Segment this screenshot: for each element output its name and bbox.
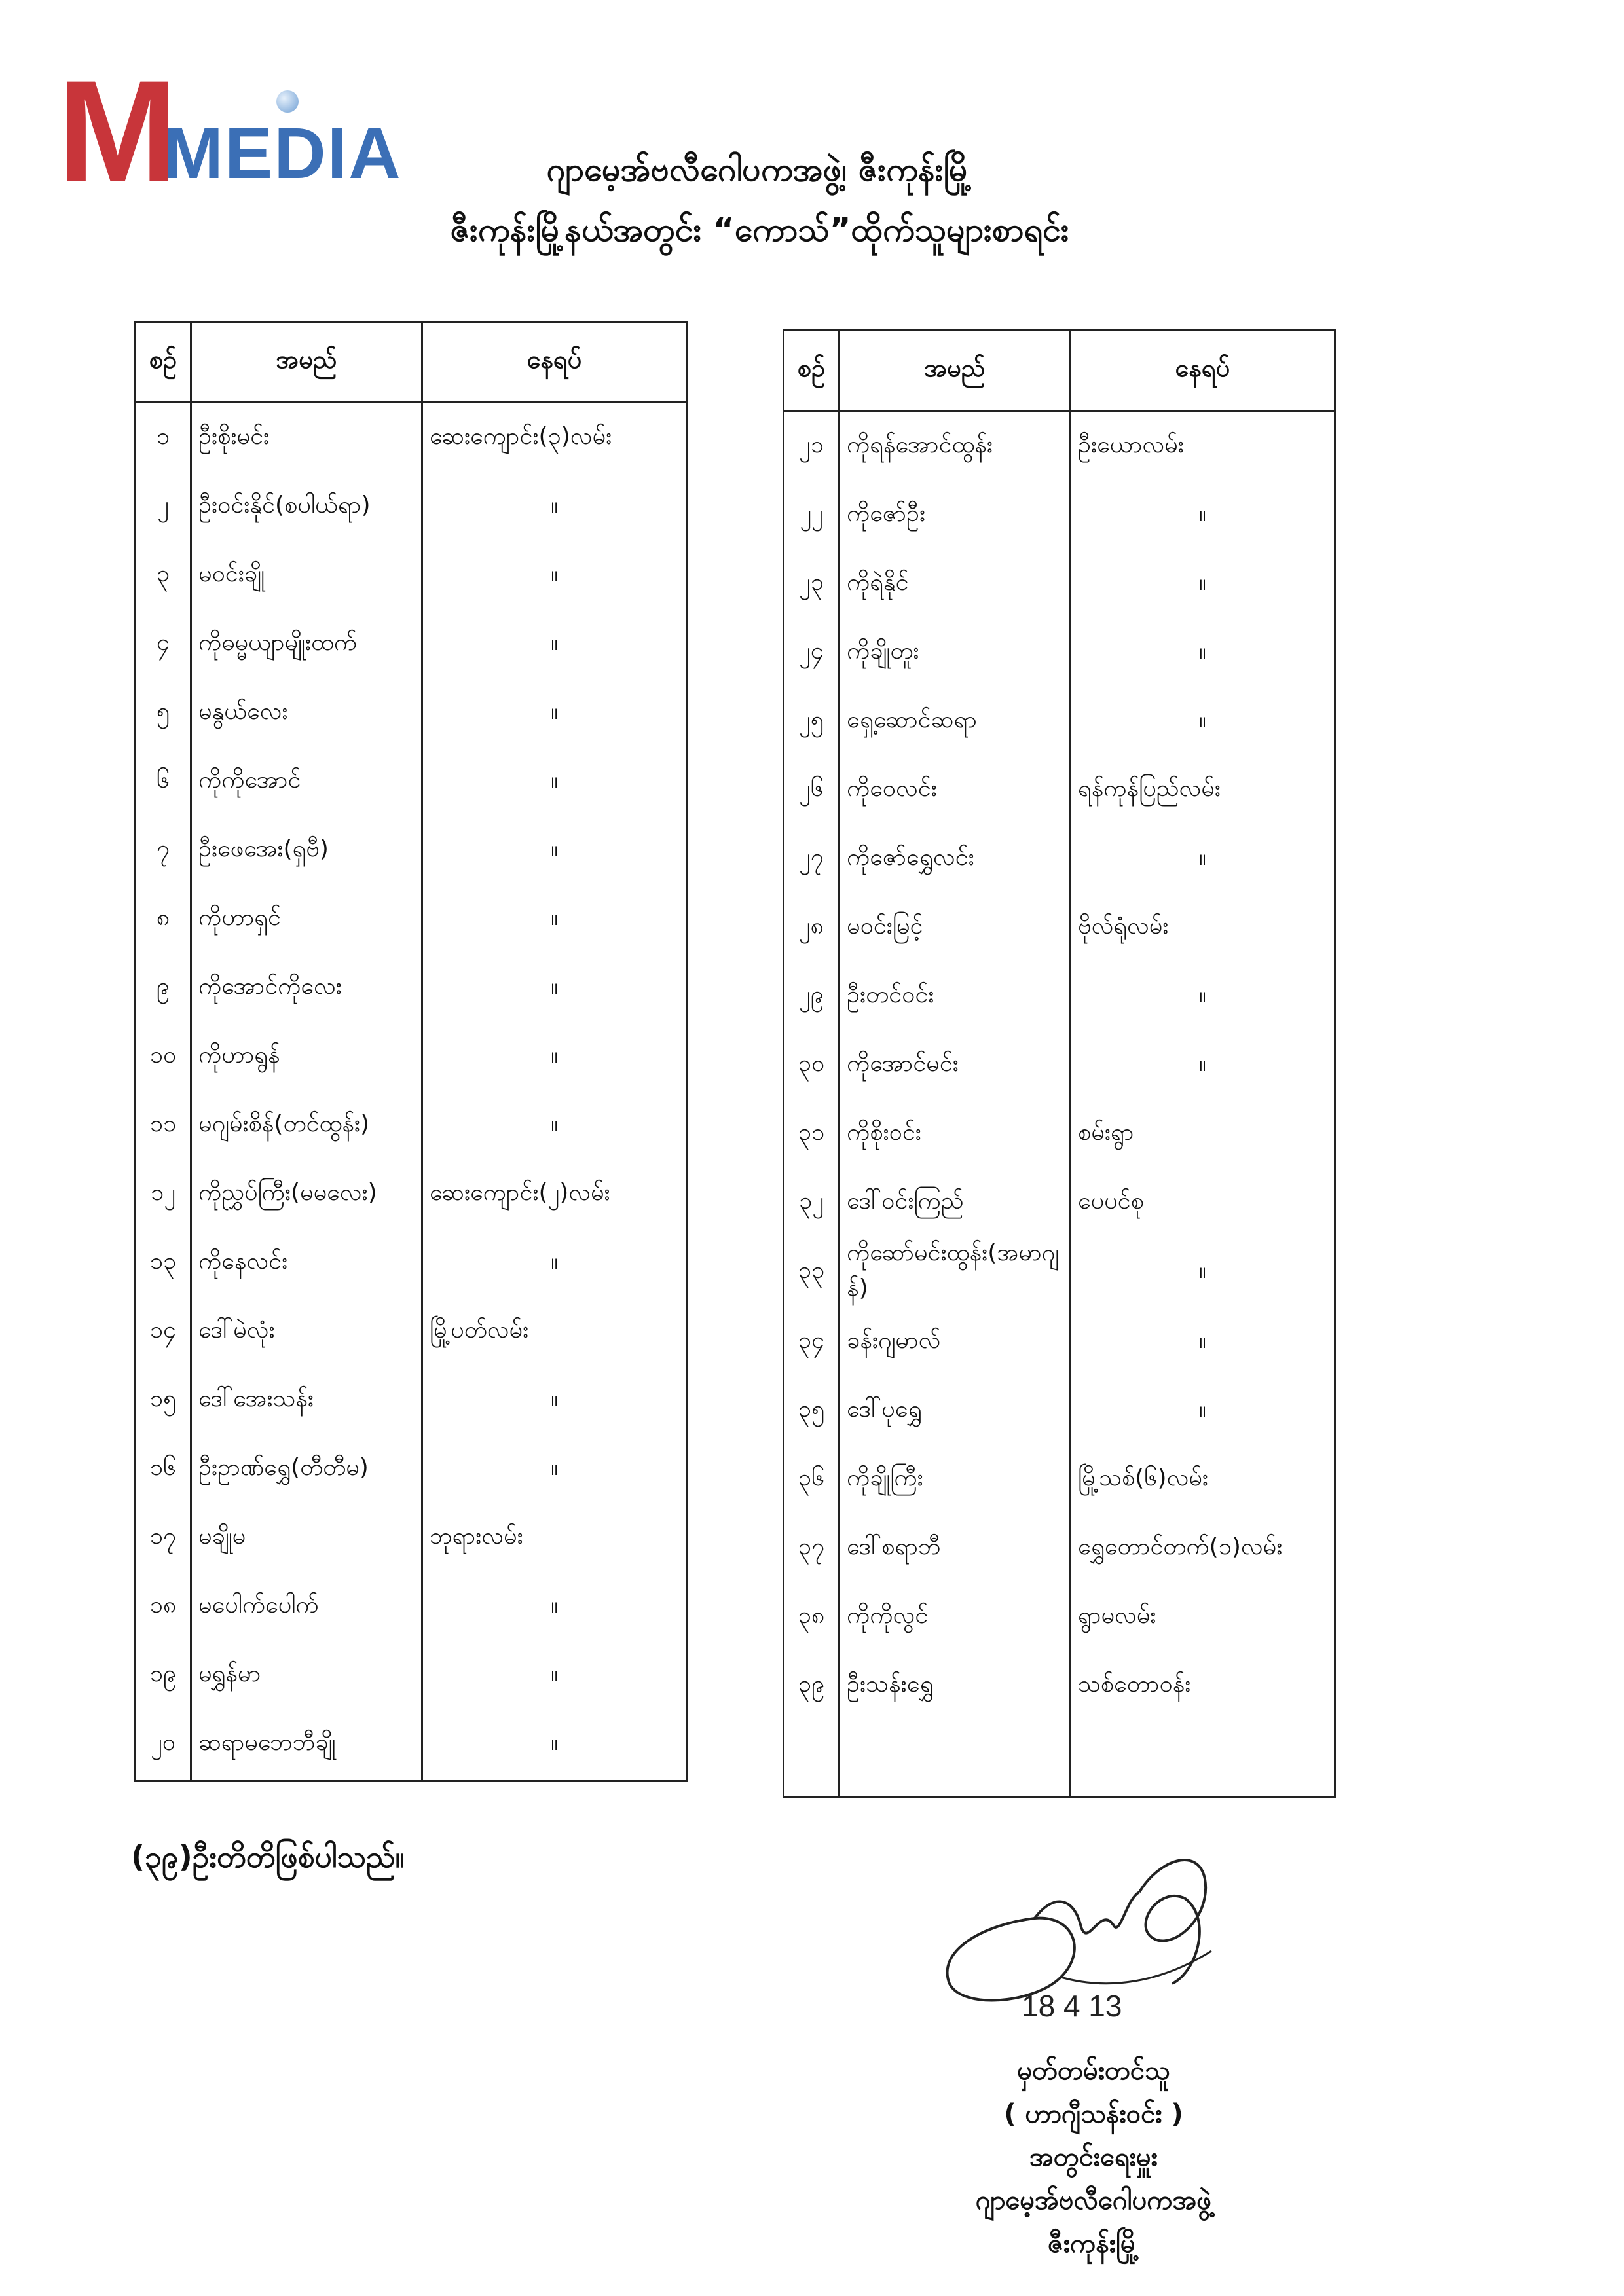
row-place: ။ xyxy=(422,816,687,884)
row-place: ။ xyxy=(422,1366,687,1434)
handwritten-signature xyxy=(923,1820,1238,2030)
table-row xyxy=(136,541,687,610)
row-place: ။ xyxy=(422,1022,687,1091)
row-number: ၁၇ xyxy=(136,1503,191,1572)
row-number: ၃၂ xyxy=(784,1168,840,1237)
table-row xyxy=(136,1503,687,1572)
row-place: ။ xyxy=(1071,1376,1335,1445)
row-place: ။ xyxy=(422,1572,687,1641)
row-place: ။ xyxy=(1071,618,1335,687)
row-number: ၂၂ xyxy=(784,481,840,549)
row-number: ၁၉ xyxy=(136,1641,191,1709)
row-number: ၂၈ xyxy=(784,893,840,962)
document-title-line1: ဂျာမေ့အ်ဗလီဂေါပကအဖွဲ့၊ ဇီးကုန်းမြို့ xyxy=(546,151,973,189)
table-filler-row xyxy=(784,1720,1335,1798)
row-number: ၁၅ xyxy=(136,1366,191,1434)
empty-cell xyxy=(1071,1720,1335,1798)
table-row xyxy=(784,893,1335,962)
row-place: ။ xyxy=(422,472,687,541)
row-number: ၃ xyxy=(136,541,191,610)
row-number: ၁၀ xyxy=(136,1022,191,1091)
table-row xyxy=(136,816,687,884)
total-count-text: (၃၉)ဦးတိတိဖြစ်ပါသည်။ xyxy=(131,1839,405,1874)
table-row xyxy=(784,687,1335,756)
table-row xyxy=(136,1434,687,1503)
table-row xyxy=(784,481,1335,549)
row-place: ။ xyxy=(1071,1307,1335,1376)
logo-wordmark: MEDIA xyxy=(163,113,402,194)
logo-letter-m: M xyxy=(58,50,178,211)
row-name: ဦးဝင်းနိုင်(စပါယ်ရာ) xyxy=(191,472,422,541)
signature-date: 18 4 13 xyxy=(1022,1989,1122,2023)
row-name: မဝင်းချို xyxy=(191,541,422,610)
row-name: ကိုရဲနိုင် xyxy=(840,549,1071,618)
empty-cell xyxy=(136,1778,191,1781)
header-name: အမည် xyxy=(191,322,422,403)
row-name: မဝင်းမြင့် xyxy=(840,893,1071,962)
row-place: ။ xyxy=(422,1091,687,1159)
table-row xyxy=(784,411,1335,481)
signatory-block xyxy=(851,2049,1336,2265)
table-header-row xyxy=(784,331,1335,411)
table-row xyxy=(784,618,1335,687)
table-row xyxy=(136,1228,687,1297)
row-number: ၃၈ xyxy=(784,1582,840,1651)
header-no: စဉ် xyxy=(136,322,191,403)
table-row xyxy=(784,1651,1335,1720)
empty-cell xyxy=(191,1778,422,1781)
table-row xyxy=(136,1022,687,1091)
row-place: ။ xyxy=(1071,962,1335,1030)
row-number: ၃၃ xyxy=(784,1237,840,1307)
roster-table-left xyxy=(134,321,688,1782)
row-place: သစ်တောဝန်း xyxy=(1071,1651,1335,1720)
row-place: ။ xyxy=(422,1709,687,1778)
table-row xyxy=(784,1445,1335,1514)
row-place: ။ xyxy=(422,541,687,610)
header-place: နေရပ် xyxy=(422,322,687,403)
row-place: ဦးယောလမ်း xyxy=(1071,411,1335,481)
table-row xyxy=(136,747,687,816)
row-name: မပေါက်ပေါက် xyxy=(191,1572,422,1641)
table-row xyxy=(784,1030,1335,1099)
row-name: မဂျမ်းစိန်(တင်ထွန်း) xyxy=(191,1091,422,1159)
row-name: ဒေါ်အေးသန်း xyxy=(191,1366,422,1434)
table-header-row xyxy=(136,322,687,403)
table-row xyxy=(784,1099,1335,1168)
row-place: ပေပင်စု xyxy=(1071,1168,1335,1237)
row-name: ကိုဝေလင်း xyxy=(840,756,1071,824)
table-row xyxy=(784,824,1335,893)
table-row xyxy=(136,1091,687,1159)
row-name: ကိုချိုတူး xyxy=(840,618,1071,687)
row-name: ဒေါ်ပုရွှေ xyxy=(840,1376,1071,1445)
row-number: ၂၄ xyxy=(784,618,840,687)
row-place: ။ xyxy=(422,678,687,747)
logo-globe-icon xyxy=(276,90,299,113)
row-name: ဦးတင်ဝင်း xyxy=(840,962,1071,1030)
header-no: စဉ် xyxy=(784,331,840,411)
table-row xyxy=(136,1572,687,1641)
row-place: ။ xyxy=(422,884,687,953)
row-name: ရှေ့ဆောင်ဆရာ xyxy=(840,687,1071,756)
row-number: ၃၇ xyxy=(784,1514,840,1582)
row-place: မြို့သစ်(၆)လမ်း xyxy=(1071,1445,1335,1514)
row-number: ၁၂ xyxy=(136,1159,191,1228)
document-title-line2: ဇီးကုန်းမြို့နယ်အတွင်း “ကောသ်”ထိုက်သူများစာရင်း xyxy=(450,211,1069,249)
row-place: ။ xyxy=(1071,481,1335,549)
row-place: ဘုရားလမ်း xyxy=(422,1503,687,1572)
table-row xyxy=(136,610,687,678)
row-place: ။ xyxy=(422,1228,687,1297)
row-name: ကိုဟာရှင် xyxy=(191,884,422,953)
signatory-town: ဇီးကုန်းမြို့ xyxy=(1048,2229,1139,2259)
row-number: ၃၅ xyxy=(784,1376,840,1445)
row-name: ဦးဥာဏ်ရွှေ(တီတီမ) xyxy=(191,1434,422,1503)
table-row xyxy=(784,1168,1335,1237)
row-name: ဦးစိုးမင်း xyxy=(191,403,422,473)
row-place: ။ xyxy=(1071,1237,1335,1307)
header-name: အမည် xyxy=(840,331,1071,411)
row-name: မချိုမ xyxy=(191,1503,422,1572)
row-number: ၉ xyxy=(136,953,191,1022)
table-row xyxy=(136,678,687,747)
row-place: မြို့ပတ်လမ်း xyxy=(422,1297,687,1366)
row-name: ဒေါ်စရာဘီ xyxy=(840,1514,1071,1582)
row-number: ၂ xyxy=(136,472,191,541)
row-name: ကိုစိုးဝင်း xyxy=(840,1099,1071,1168)
row-name: ဦးဖေအေး(ရှဗီ) xyxy=(191,816,422,884)
table-row xyxy=(136,953,687,1022)
row-name: ခန်းဂျမာလ် xyxy=(840,1307,1071,1376)
table-row xyxy=(136,1297,687,1366)
row-place: ။ xyxy=(422,1641,687,1709)
row-number: ၂၁ xyxy=(784,411,840,481)
row-number: ၅ xyxy=(136,678,191,747)
row-name: ကိုဆော်မင်းထွန်း(အမာဂျန်) xyxy=(840,1237,1071,1307)
table-row xyxy=(136,1709,687,1778)
row-place: ရွာမလမ်း xyxy=(1071,1582,1335,1651)
table-row xyxy=(784,1514,1335,1582)
row-number: ၁၁ xyxy=(136,1091,191,1159)
table-filler-row xyxy=(136,1778,687,1781)
row-name: မနွယ်လေး xyxy=(191,678,422,747)
row-number: ၂၆ xyxy=(784,756,840,824)
row-name: ကိုညွှပ်ကြီး(မမလေး) xyxy=(191,1159,422,1228)
row-number: ၆ xyxy=(136,747,191,816)
row-place: ။ xyxy=(422,610,687,678)
row-place: ။ xyxy=(422,747,687,816)
row-name: ကိုရန်အောင်ထွန်း xyxy=(840,411,1071,481)
row-place: ရန်ကုန်ပြည်လမ်း xyxy=(1071,756,1335,824)
roster-table-right xyxy=(783,329,1336,1798)
row-name: ကိုကိုအောင် xyxy=(191,747,422,816)
row-name: ဒေါ်မဲလုံး xyxy=(191,1297,422,1366)
row-number: ၂၇ xyxy=(784,824,840,893)
table-row xyxy=(784,1237,1335,1307)
empty-cell xyxy=(840,1720,1071,1798)
row-place: ဗိုလ်ရုံလမ်း xyxy=(1071,893,1335,962)
table-row xyxy=(784,962,1335,1030)
row-place: ။ xyxy=(1071,549,1335,618)
table-row xyxy=(136,1366,687,1434)
row-number: ၁၈ xyxy=(136,1572,191,1641)
row-number: ၈ xyxy=(136,884,191,953)
table-row xyxy=(784,1376,1335,1445)
row-number: ၇ xyxy=(136,816,191,884)
row-name: ကိုကိုလွင် xyxy=(840,1582,1071,1651)
row-name: ဆရာမဘေဘီချို xyxy=(191,1709,422,1778)
row-place: ။ xyxy=(1071,824,1335,893)
row-number: ၃၁ xyxy=(784,1099,840,1168)
row-name: ဦးသန်းရွှေ xyxy=(840,1651,1071,1720)
signatory-title: အတွင်းရေးမှူး xyxy=(1029,2142,1158,2172)
row-name: ကိုဓမ္မယျာမျိုးထက် xyxy=(191,610,422,678)
row-number: ၁၆ xyxy=(136,1434,191,1503)
roster-body-left xyxy=(136,403,687,1781)
signatory-name: ( ဟာဂျီသန်းဝင်း ) xyxy=(1004,2099,1183,2129)
table-row xyxy=(784,1582,1335,1651)
row-number: ၁ xyxy=(136,403,191,473)
row-place: ။ xyxy=(422,1434,687,1503)
table-row xyxy=(784,1307,1335,1376)
row-name: ကိုချိုကြီး xyxy=(840,1445,1071,1514)
signatory-organization: ဂျာမေ့အ်ဗလီဂေါပကအဖွဲ့ xyxy=(975,2185,1212,2215)
table-row xyxy=(784,756,1335,824)
row-name: ကိုအောင်မင်း xyxy=(840,1030,1071,1099)
row-name: ကိုနေလင်း xyxy=(191,1228,422,1297)
table-row xyxy=(784,549,1335,618)
row-place: ။ xyxy=(1071,1030,1335,1099)
row-number: ၂၅ xyxy=(784,687,840,756)
row-name: မရွှန်မာ xyxy=(191,1641,422,1709)
table-row xyxy=(136,1159,687,1228)
row-number: ၂၀ xyxy=(136,1709,191,1778)
signatory-role: မှတ်တမ်းတင်သူ xyxy=(1017,2056,1170,2086)
row-name: ဒေါ်ဝင်းကြည် xyxy=(840,1168,1071,1237)
row-number: ၃၆ xyxy=(784,1445,840,1514)
row-number: ၃၀ xyxy=(784,1030,840,1099)
row-place: ရွှေတောင်တက်(၁)လမ်း xyxy=(1071,1514,1335,1582)
row-name: ကိုအောင်ကိုလေး xyxy=(191,953,422,1022)
row-place: စမ်းရွာ xyxy=(1071,1099,1335,1168)
empty-cell xyxy=(784,1720,840,1798)
row-number: ၁၃ xyxy=(136,1228,191,1297)
row-name: ကိုဇော်ရွှေလင်း xyxy=(840,824,1071,893)
row-number: ၁၄ xyxy=(136,1297,191,1366)
row-number: ၄ xyxy=(136,610,191,678)
row-place: ဆေးကျောင်း(၃)လမ်း xyxy=(422,403,687,473)
row-place: ။ xyxy=(422,953,687,1022)
empty-cell xyxy=(422,1778,687,1781)
roster-body-right xyxy=(784,411,1335,1798)
row-place: ဆေးကျောင်း(၂)လမ်း xyxy=(422,1159,687,1228)
table-row xyxy=(136,403,687,473)
row-number: ၂၃ xyxy=(784,549,840,618)
table-row xyxy=(136,472,687,541)
row-number: ၃၉ xyxy=(784,1651,840,1720)
table-row xyxy=(136,1641,687,1709)
row-name: ကိုဟာရွန် xyxy=(191,1022,422,1091)
row-name: ကိုဇော်ဦး xyxy=(840,481,1071,549)
table-row xyxy=(136,884,687,953)
row-number: ၃၄ xyxy=(784,1307,840,1376)
row-number: ၂၉ xyxy=(784,962,840,1030)
header-place: နေရပ် xyxy=(1071,331,1335,411)
row-place: ။ xyxy=(1071,687,1335,756)
